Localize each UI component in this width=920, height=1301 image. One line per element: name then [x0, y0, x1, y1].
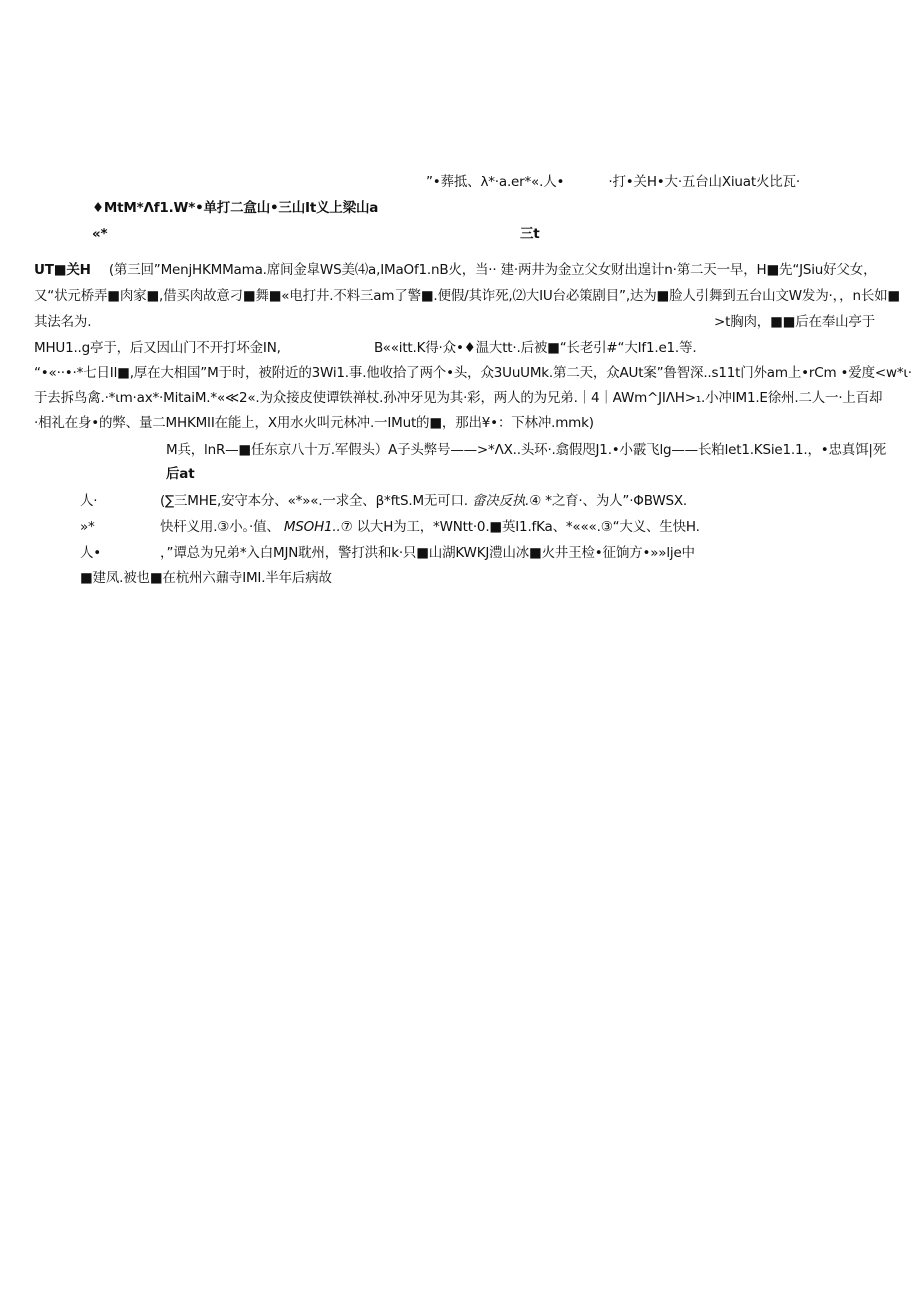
text-line-15a — [80, 544, 101, 562]
text-line-13a — [80, 492, 97, 510]
text-fragment: (∑三MHE,安守本分、«*»«.一求全、β*ftS.M无可口. — [160, 493, 468, 509]
text-fragment: «* — [92, 226, 108, 242]
text-fragment: MHU1..g亭于，后又因山门不开打坏金IN, — [34, 340, 281, 356]
text-fragment: 后at — [166, 466, 195, 482]
text-line-4 — [34, 261, 876, 279]
text-fragment: UT■关H — [34, 262, 91, 278]
text-fragment: 人• — [80, 545, 102, 561]
text-line-14b — [160, 518, 700, 536]
text-line-6a — [34, 313, 91, 331]
text-fragment: MSOH1..⑦ — [283, 519, 353, 535]
text-fragment: ”•葬抵、λ*·a.er*«.人• — [426, 174, 565, 190]
text-fragment: “•«··•·*七日Il■,厚在大相国”M于时，被附近的3Wi1.事.他收拾了两个•头，众3UuUMk.第二天，众AUt案”鲁智深..s11t门外am上•rCm •爱度<w*ι· — [34, 365, 912, 381]
text-fragment: ·打•关H•大·五台山Xiuat火比瓦· — [608, 174, 800, 190]
text-line-9 — [34, 389, 882, 407]
text-line-3b — [520, 225, 540, 243]
text-line-11 — [166, 441, 886, 459]
text-fragment: ♦MtM*Λf1.W*•单打二盒山•三山It义上梁山a — [92, 200, 379, 216]
text-line-7b — [374, 339, 696, 357]
text-fragment: (第三回”MenjHKMMama.席间金皐WS美⑷a,IMaOf1.nB火，当·· 建·两井为金立父女财出遑计n·第二天一早，H■先“JSiu好父女， — [108, 262, 877, 278]
text-fragment: 三t — [520, 226, 540, 242]
text-fragment: M兵，lnR—■任东京八十万.军假头）A子头弊号——>*ΛX..头环·.翕假咫J1.•小霰飞lg——长粕let1.KSie1.1.，•忠真饵|死 — [166, 442, 887, 458]
text-line-5 — [34, 287, 900, 305]
text-line-16 — [80, 569, 332, 587]
text-fragment: »* — [80, 519, 95, 535]
text-line-7a — [34, 339, 281, 357]
text-line-12 — [166, 465, 194, 483]
text-fragment: >t胸肉，■■后在奉山亭于 — [714, 314, 876, 330]
text-fragment: 于去拆鸟禽.·*ιm·ax*·MitaiM.*«≪2«.为众接皮使谭铁禅杖.孙冲牙见为其·彩，两人的为兄弟.｜4｜AWm^JIΛH>₁.小冲IM1.E徐州.二人一·上百却 — [34, 390, 883, 406]
text-fragment: 又“状元桥弄■肉家■,借买肉故意刁■舞■«电打井.不料三am了警■.便假/其诈死,⑵大IU台必策剧目”,达为■脸人引舞到五台山文W发为·，，n长如■ — [34, 288, 900, 304]
text-line-6b — [714, 313, 875, 331]
text-fragment: 快杆义用.③小。·值、 — [160, 519, 280, 535]
text-fragment: B««itt.K得·众•♦温大tt·.后被■“长老引#“大If1.e1.等. — [374, 340, 697, 356]
text-line-2 — [92, 199, 378, 217]
text-line-8 — [34, 364, 912, 382]
text-fragment: ■建凤.被也■在杭州六鼐寺IMI.半年后病故 — [80, 570, 332, 586]
text-fragment: 人· — [80, 493, 98, 509]
text-line-3a — [92, 225, 107, 243]
text-fragment: ·相礼在身•的弊、量二MHKMII在能上，X用水火叫元林冲.一IMut的■，那出¥•：下林冲.mmk) — [34, 415, 594, 431]
text-fragment: *之育·、为人”·ΦBWSX. — [545, 493, 687, 509]
text-fragment: ，”谭总为兄弟*入白MJN耽州，警打洪和k·只■山湖KWKJ澧山冰■火井王检•征饷方•»»lje中 — [160, 545, 695, 561]
text-line-10 — [34, 414, 594, 432]
text-line-13b — [160, 492, 687, 510]
text-fragment: 以大H为工，*WNtt·0.■英I1.fKa、*«««.③“大义、生快H. — [356, 519, 700, 535]
text-line-14a — [80, 518, 95, 536]
text-fragment: 畲决反执.④ — [471, 493, 542, 509]
text-line-15b — [160, 544, 695, 562]
text-fragment: 其法名为. — [34, 314, 92, 330]
text-line-1 — [426, 173, 800, 191]
